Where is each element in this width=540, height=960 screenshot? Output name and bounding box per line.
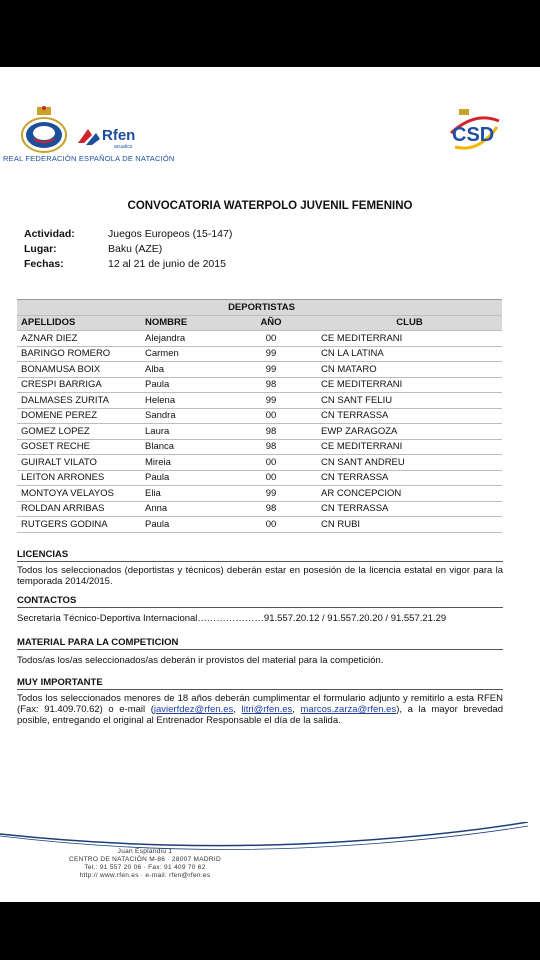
cell-surname: RUTGERS GODINA	[17, 517, 141, 533]
rfen-crest-icon	[18, 105, 70, 155]
section-title: CONTACTOS	[17, 595, 503, 608]
cell-surname: DOMENE PEREZ	[17, 408, 141, 424]
cell-year: 00	[225, 455, 317, 471]
cell-surname: GUIRALT VILATO	[17, 455, 141, 471]
info-label: Actividad:	[24, 228, 75, 240]
column-header-year: AÑO	[225, 315, 317, 331]
cell-name: Alejandra	[141, 331, 225, 347]
text-segment: ,	[233, 704, 242, 715]
cell-club: CN TERRASSA	[317, 408, 502, 424]
footer-address	[40, 848, 250, 880]
cell-year: 99	[225, 393, 317, 409]
cell-year: 98	[225, 439, 317, 455]
cell-year: 99	[225, 486, 317, 502]
cell-club: EWP ZARAGOZA	[317, 424, 502, 440]
table-row	[17, 362, 502, 378]
cell-surname: GOMEZ LOPEZ	[17, 424, 141, 440]
cell-year: 98	[225, 501, 317, 517]
section-title: MATERIAL PARA LA COMPETICION	[17, 637, 503, 650]
cell-name: Carmen	[141, 346, 225, 362]
table-row	[17, 377, 502, 393]
athletes-table	[17, 299, 502, 533]
table-group-title: DEPORTISTAS	[17, 300, 502, 316]
section-text	[17, 693, 503, 726]
column-header-club: CLUB	[317, 315, 502, 331]
email-link-marcos-zarza[interactable]: marcos.zarza@rfen.es	[300, 704, 397, 715]
cell-club: CN MATARO	[317, 362, 502, 378]
cell-surname: BONAMUSA BOIX	[17, 362, 141, 378]
cell-year: 99	[225, 362, 317, 378]
cell-club: CN SANT FELIU	[317, 393, 502, 409]
document-page	[0, 67, 540, 902]
cell-surname: CRESPI BARRIGA	[17, 377, 141, 393]
csd-logo-text: CSD	[452, 124, 495, 146]
table-row	[17, 470, 502, 486]
rfen-logo-text: Rfen	[102, 127, 136, 144]
cell-year: 00	[225, 331, 317, 347]
section-title: MUY IMPORTANTE	[17, 677, 503, 690]
section-contacts	[17, 595, 503, 624]
cell-name: Elia	[141, 486, 225, 502]
footer-line: CENTRO DE NATACIÓN M-86 · 28007 MADRID	[68, 856, 222, 863]
text-segment: ,	[292, 704, 301, 715]
section-important	[17, 677, 503, 726]
section-text: Todos los seleccionados (deportistas y técnicos) deberán estar en posesión de la licencia estatal en vigor para la temporada 2014/2015.	[17, 565, 503, 587]
cell-name: Laura	[141, 424, 225, 440]
footer-line: Juan Esplandiu 1	[117, 848, 173, 855]
info-label: Fechas:	[24, 258, 64, 270]
cell-club: AR CONCEPCION	[317, 486, 502, 502]
cell-surname: AZNAR DIEZ	[17, 331, 141, 347]
section-text: Todos/as los/as seleccionados/as deberán ir provistos del material para la competición.	[17, 655, 384, 666]
info-value: Baku (AZE)	[108, 243, 163, 255]
cell-club: CE MEDITERRANI	[317, 377, 502, 393]
rfen-wordmark-icon	[74, 121, 174, 151]
footer-line: http:// www.rfen.es · e-mail: rfen@rfen.es	[79, 872, 211, 879]
table-column-headers	[17, 315, 502, 331]
column-header-name: NOMBRE	[141, 315, 225, 331]
cell-year: 98	[225, 377, 317, 393]
footer-line: Tel.: 91 557 20 06 · Fax: 91 409 70 62	[84, 864, 206, 871]
section-material	[17, 637, 503, 666]
cell-club: CN SANT ANDREU	[317, 455, 502, 471]
text-segment: ), a la mayor brevedad posible, entregando el original al Entrenador Responsable el día de la salida.	[17, 704, 504, 726]
table-row	[17, 331, 502, 347]
rfen-logo-sub: acuatics	[114, 144, 133, 150]
email-link-javierfdez[interactable]: javierfdez@rfen.es	[153, 704, 234, 715]
cell-name: Paula	[141, 470, 225, 486]
cell-surname: GOSET RECHE	[17, 439, 141, 455]
document-title: CONVOCATORIA WATERPOLO JUVENIL FEMENINO	[127, 200, 413, 212]
cell-name: Mireia	[141, 455, 225, 471]
cell-year: 98	[225, 424, 317, 440]
cell-name: Sandra	[141, 408, 225, 424]
cell-club: CE MEDITERRANI	[317, 331, 502, 347]
cell-year: 00	[225, 470, 317, 486]
table-group-header	[17, 300, 502, 316]
cell-surname: LEITON ARRONES	[17, 470, 141, 486]
cell-name: Alba	[141, 362, 225, 378]
table-row	[17, 346, 502, 362]
cell-name: Paula	[141, 377, 225, 393]
column-header-surname: APELLIDOS	[17, 315, 141, 331]
info-label: Lugar:	[24, 243, 57, 255]
text-segment: Todos los seleccionados menores de 18 años deberán cumplimentar el formulario adjunto y remitirlo a esta RFEN (Fax: 91.409.70.62) o e-mail (	[17, 693, 503, 715]
section-licenses	[17, 549, 503, 587]
table-row	[17, 486, 502, 502]
cell-surname: ROLDAN ARRIBAS	[17, 501, 141, 517]
table-row	[17, 439, 502, 455]
cell-name: Anna	[141, 501, 225, 517]
csd-logo-icon	[445, 107, 505, 157]
cell-name: Paula	[141, 517, 225, 533]
cell-surname: MONTOYA VELAYOS	[17, 486, 141, 502]
cell-year: 00	[225, 408, 317, 424]
cell-name: Helena	[141, 393, 225, 409]
info-value: Juegos Europeos (15-147)	[108, 228, 233, 240]
table-row	[17, 455, 502, 471]
cell-surname: DALMASES ZURITA	[17, 393, 141, 409]
cell-surname: BARINGO ROMERO	[17, 346, 141, 362]
cell-name: Blanca	[141, 439, 225, 455]
table-row	[17, 501, 502, 517]
table-row	[17, 424, 502, 440]
table-row	[17, 517, 502, 533]
info-value: 12 al 21 de junio de 2015	[108, 258, 226, 270]
table-row	[17, 393, 502, 409]
federation-name: REAL FEDERACIÓN ESPAÑOLA DE NATACIÓN	[3, 154, 175, 163]
section-title: LICENCIAS	[17, 549, 503, 562]
email-link-litri[interactable]: litri@rfen.es	[241, 704, 293, 715]
cell-club: CE MEDITERRANI	[317, 439, 502, 455]
table-body	[17, 331, 502, 533]
cell-club: CN LA LATINA	[317, 346, 502, 362]
cell-club: CN TERRASSA	[317, 470, 502, 486]
cell-club: CN RUBI	[317, 517, 502, 533]
cell-year: 99	[225, 346, 317, 362]
table-row	[17, 408, 502, 424]
cell-club: CN TERRASSA	[317, 501, 502, 517]
cell-year: 00	[225, 517, 317, 533]
section-text: Secretaría Técnico-Deportiva Internacional…………………91.557.20.12 / 91.557.20.20 / 91.557.21.29	[17, 613, 447, 624]
